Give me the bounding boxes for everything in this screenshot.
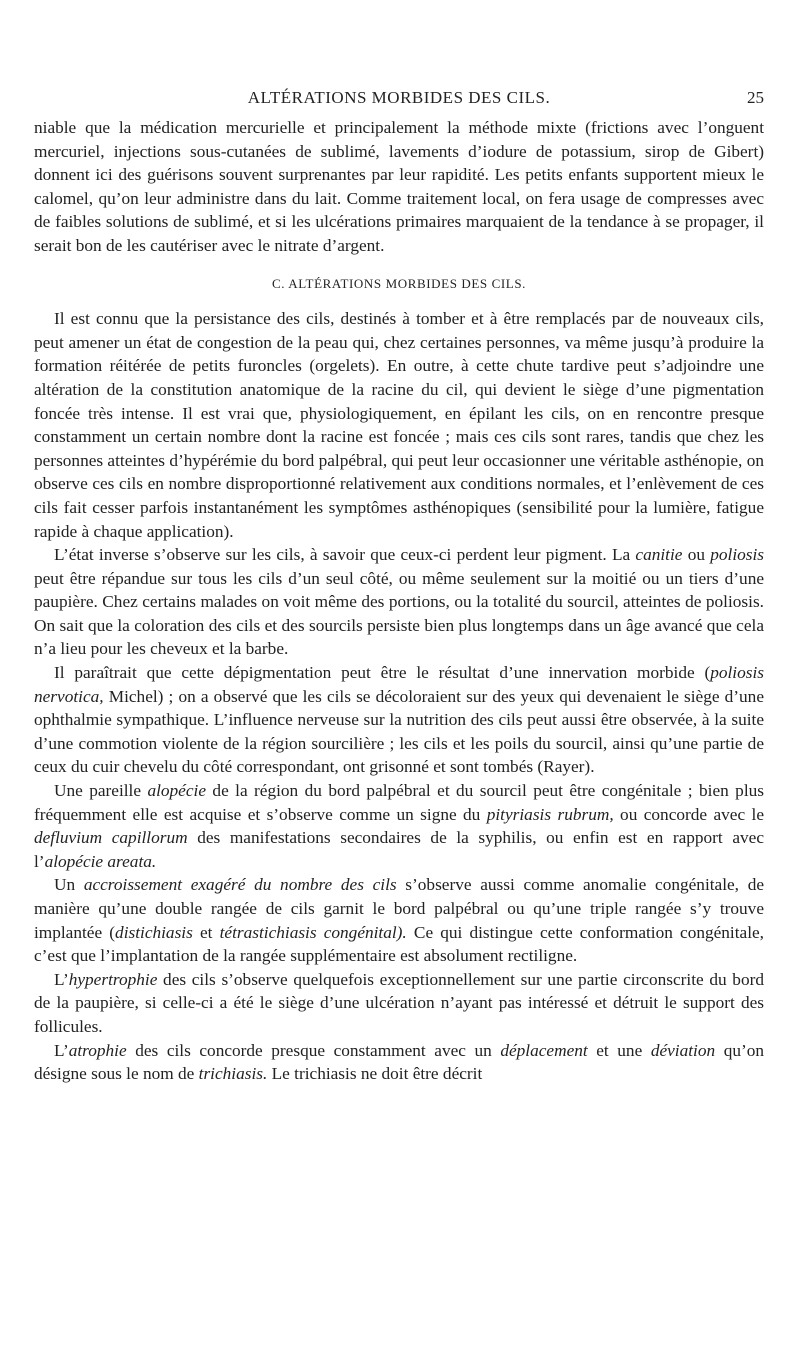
- term-poliosis-nervotica: poliosis nervotica,: [34, 663, 764, 706]
- paragraph-persistence: Il est connu que la persistance des cils, destinés à tomber et à être remplacés par de nouveaux cils, peut amener un état de congestion de la peau qui, chez certaines personnes, va même jusqu’à produire la formation réitérée de petits furoncles (orgelets). En outre, à cette chute tardive peut s’adjoindre une altération de la constitution anatomique de la racine du cil, qui devient le siège d’une pigmentation foncée très intense. Il est vrai que, physiologiquement, en épilant les cils, on en rencontre presque constamment un certain nombre dont la racine est foncée ; mais ces cils sont rares, tandis que chez les personnes atteintes d’hypérémie du bord palpébral, qui peut leur occasionner une véritable asthénopie, on observe ces cils en nombre disproportionné relativement aux conditions normales, et l’enlèvement de ces cils fait cesser parfois instantanément les symptômes asthénopiques (sensibilité pour la lumière, fatigue rapide à chaque application).: [34, 309, 764, 541]
- text-run: Michel) ; on a observé que les cils se décoloraient sur des yeux qui devenaient le siège d’une ophthalmie sympathique. L’influence nerveuse sur la nutrition des cils peut aussi être observée, à la suite d’une commotion violente de la région sourcilière ; les cils et les poils du sourcil, ainsi qu’une partie de ceux du cuir chevelu du côté correspondant, ont grisonné et sont tombés (Rayer).: [34, 686, 764, 777]
- term-deplacement: déplacement: [500, 1040, 588, 1060]
- running-head: [34, 88, 764, 112]
- text-run: des manifestations secondaires de la syphilis, ou enfin est en rapport avec l’: [34, 828, 764, 871]
- paragraph-continuation: niable que la médication mercurielle et principalement la méthode mixte (frictions avec l’onguent mercuriel, injections sous-cutanées de sublimé, lavements d’iodure de potassium, sirop de Gibert) donnent ici des guérisons souvent surprenantes par leur rapidité. Les petits enfants supportent mieux le calomel, qu’on leur administre dans du lait. Comme traitement local, on fera usage de compresses avec de faibles solutions de sublimé, et si les ulcérations primaires marquaient de la tendance à se propager, il serait bon de les cautériser avec le nitrate d’argent.: [34, 118, 764, 255]
- term-distichiasis: distichiasis: [115, 922, 193, 942]
- term-alopecie-areata: alopécie areata.: [44, 851, 157, 871]
- term-alopecie: alopécie: [147, 781, 206, 801]
- paragraph-canitie: [34, 543, 764, 661]
- text-run: ou concorde avec le: [613, 804, 765, 824]
- text-run: peut être répandue sur tous les cils d’un seul côté, ou même seulement sur la moitié ou un tiers d’une paupière. Chez certains malades on voit même des portions, ou la totalité du sourcil, atteintes de poliosis. On sait que la coloration des cils et des sourcils persiste bien plus longtemps dans un âge avancé que cela n’a lieu pour les cheveux et la barbe.: [34, 568, 764, 659]
- text-run: L’: [54, 969, 69, 989]
- term-trichiasis: trichiasis.: [198, 1064, 268, 1084]
- paragraph-accroissement: [34, 873, 764, 967]
- text-run: ou: [682, 545, 711, 565]
- page-number: 25: [747, 88, 764, 107]
- term-deviation: déviation: [650, 1040, 716, 1060]
- text-run: Une pareille: [54, 781, 148, 801]
- running-title: ALTÉRATIONS MORBIDES DES CILS.: [247, 88, 551, 107]
- text-run: Ce qui distingue cette conformation congénitale, c’est que l’implantation de la rangée supplémentaire est absolument rectiligne.: [34, 922, 764, 966]
- text-run: Un: [54, 875, 84, 895]
- text-run: et une: [587, 1040, 651, 1060]
- paragraph-atrophie: [34, 1039, 764, 1086]
- text-run: des cils s’observe quelquefois exceptionnellement sur une partie circonscrite du bord de la paupière, si celle-ci a été le siège d’une ulcération n’ayant pas intéressé et détruit le support des follicules.: [34, 969, 764, 1036]
- term-defluvium-capillorum: defluvium capillorum: [34, 828, 188, 848]
- section-heading: C. ALTÉRATIONS MORBIDES DES CILS.: [271, 275, 527, 291]
- text-run: de la région du bord palpébral et du sourcil peut être congénitale ; bien plus fréquemment elle est acquise et s’observe comme un signe du: [34, 781, 764, 824]
- term-poliosis: poliosis: [710, 545, 765, 565]
- term-pityriasis-rubrum: pityriasis rubrum,: [486, 804, 614, 824]
- term-tetrastichiasis: tétrastichiasis congénital).: [219, 922, 407, 942]
- term-atrophie: atrophie: [68, 1040, 127, 1060]
- paragraph-alopecie: [34, 779, 764, 873]
- term-hypertrophie: hypertrophie: [68, 969, 158, 989]
- page-body: [34, 116, 764, 1086]
- paragraph-depigmentation: [34, 661, 764, 779]
- term-accroissement: accroissement exagéré du nombre des cils: [83, 875, 397, 895]
- text-run: des cils concorde presque constamment avec un: [126, 1040, 501, 1060]
- text-run: L’état inverse s’observe sur les cils, à savoir que ceux-ci perdent leur pigment. La: [54, 545, 636, 565]
- text-run: s’observe aussi comme anomalie congénitale, de manière qu’une double rangée de cils garnit le bord palpébral ou qu’une triple rangée s’y trouve implantée (: [34, 875, 764, 942]
- text-run: Il paraîtrait que cette dépigmentation peut être le résultat d’une innervation morbide (: [54, 663, 711, 683]
- text-run: Le trichiasis ne doit être décrit: [267, 1064, 483, 1084]
- text-run: qu’on désigne sous le nom de: [34, 1040, 765, 1084]
- paragraph-hypertrophie: [34, 968, 764, 1039]
- text-run: et: [192, 922, 220, 942]
- term-canitie: canitie: [635, 545, 683, 565]
- text-run: L’: [54, 1040, 69, 1060]
